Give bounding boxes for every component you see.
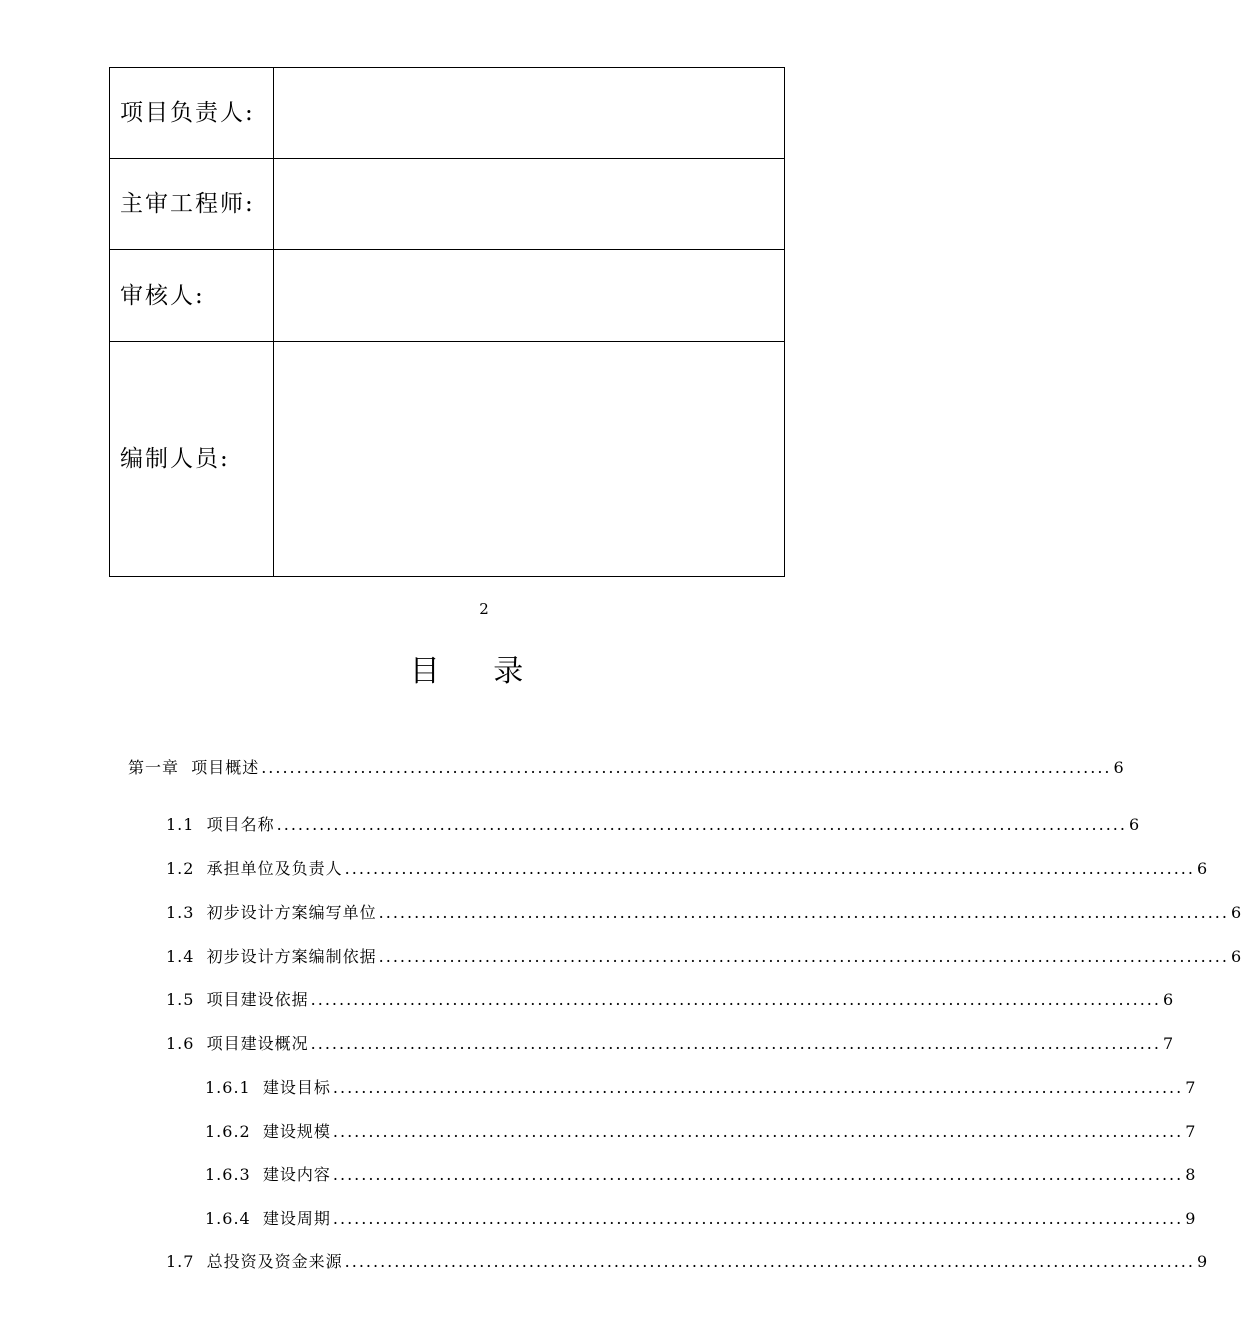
toc-entry-page: 7 [1185, 1122, 1197, 1141]
page-number: 2 [479, 600, 489, 618]
toc-entry[interactable] [205, 1120, 1197, 1144]
chief-engineer-label: 主审工程师: [110, 159, 274, 250]
toc-entry-title: 初步设计方案编制依据 [206, 947, 377, 966]
toc-leader-dots: ........................................................................................................................ [310, 1034, 1161, 1053]
toc-entry-number: 1.4 [166, 947, 207, 966]
toc-entry-number: 1.6 [166, 1034, 207, 1053]
toc-entry-number: 第一章 [128, 758, 192, 777]
toc-entry-number: 1.6.2 [205, 1122, 263, 1141]
toc-entry-page: 6 [1230, 903, 1242, 922]
toc-leader-dots: ........................................................................................................................ [332, 1209, 1184, 1228]
toc-leader-dots: ........................................................................................................................ [310, 990, 1161, 1009]
toc-leader-dots: ........................................................................................................................ [332, 1122, 1184, 1141]
toc-entry-number: 1.2 [166, 859, 207, 878]
toc-leader-dots: ........................................................................................................................ [344, 1252, 1195, 1271]
toc-entry-number: 1.5 [166, 990, 207, 1009]
toc-entry-page: 9 [1196, 1252, 1209, 1271]
toc-entry[interactable] [166, 945, 1242, 969]
toc-entry-page: 9 [1185, 1209, 1197, 1228]
toc-entry-page: 8 [1185, 1165, 1197, 1184]
toc-entry-title: 建设内容 [262, 1165, 331, 1184]
toc-entry-title: 总投资及资金来源 [206, 1252, 343, 1271]
toc-entry-title: 项目建设依据 [206, 990, 309, 1009]
toc-entry-page: 7 [1162, 1034, 1175, 1053]
toc-entry-number: 1.3 [166, 903, 207, 922]
toc-entry[interactable] [128, 756, 1125, 780]
toc-entry[interactable] [205, 1207, 1197, 1231]
toc-entry-page: 7 [1185, 1078, 1197, 1097]
toc-entry-page: 6 [1230, 947, 1242, 966]
toc-leader-dots: ........................................................................................................................ [261, 758, 1112, 777]
toc-leader-dots: ........................................................................................................................ [378, 947, 1229, 966]
toc-entry[interactable] [205, 1076, 1197, 1100]
reviewer-label: 审核人: [110, 250, 274, 342]
project-leader-label: 项目负责人: [110, 68, 274, 159]
toc-entry[interactable] [166, 988, 1175, 1012]
toc-leader-dots: ........................................................................................................................ [332, 1078, 1184, 1097]
toc-entry[interactable] [205, 1163, 1197, 1187]
toc-entry[interactable] [166, 901, 1242, 925]
toc-entry-title: 项目建设概况 [206, 1034, 309, 1053]
toc-entry[interactable] [166, 813, 1141, 837]
toc-entry[interactable] [166, 1250, 1209, 1274]
toc-entry-number: 1.1 [166, 815, 207, 834]
toc-entry-page: 6 [1128, 815, 1141, 834]
toc-entry-title: 建设规模 [262, 1122, 331, 1141]
toc-entry-title: 初步设计方案编写单位 [206, 903, 377, 922]
toc-entry-page: 6 [1196, 859, 1209, 878]
compilers-label: 编制人员: [110, 342, 274, 577]
toc-entry[interactable] [166, 1032, 1175, 1056]
toc-entry-title: 项目概述 [191, 758, 260, 777]
toc-leader-dots: ........................................................................................................................ [276, 815, 1127, 834]
toc-entry-title: 承担单位及负责人 [206, 859, 343, 878]
toc-entry-title: 建设目标 [262, 1078, 331, 1097]
toc-entry[interactable] [166, 857, 1209, 881]
toc-leader-dots: ........................................................................................................................ [344, 859, 1195, 878]
toc-entry-page: 6 [1162, 990, 1175, 1009]
toc-entry-number: 1.6.3 [205, 1165, 263, 1184]
toc-entry-number: 1.6.4 [205, 1209, 263, 1228]
toc-entry-number: 1.7 [166, 1252, 207, 1271]
toc-leader-dots: ........................................................................................................................ [378, 903, 1229, 922]
toc-title: 目 录 [409, 654, 546, 689]
toc-leader-dots: ........................................................................................................................ [332, 1165, 1184, 1184]
toc-entry-title: 建设周期 [262, 1209, 331, 1228]
toc-entry-page: 6 [1113, 758, 1125, 777]
toc-entry-number: 1.6.1 [205, 1078, 263, 1097]
toc-entry-title: 项目名称 [206, 815, 275, 834]
